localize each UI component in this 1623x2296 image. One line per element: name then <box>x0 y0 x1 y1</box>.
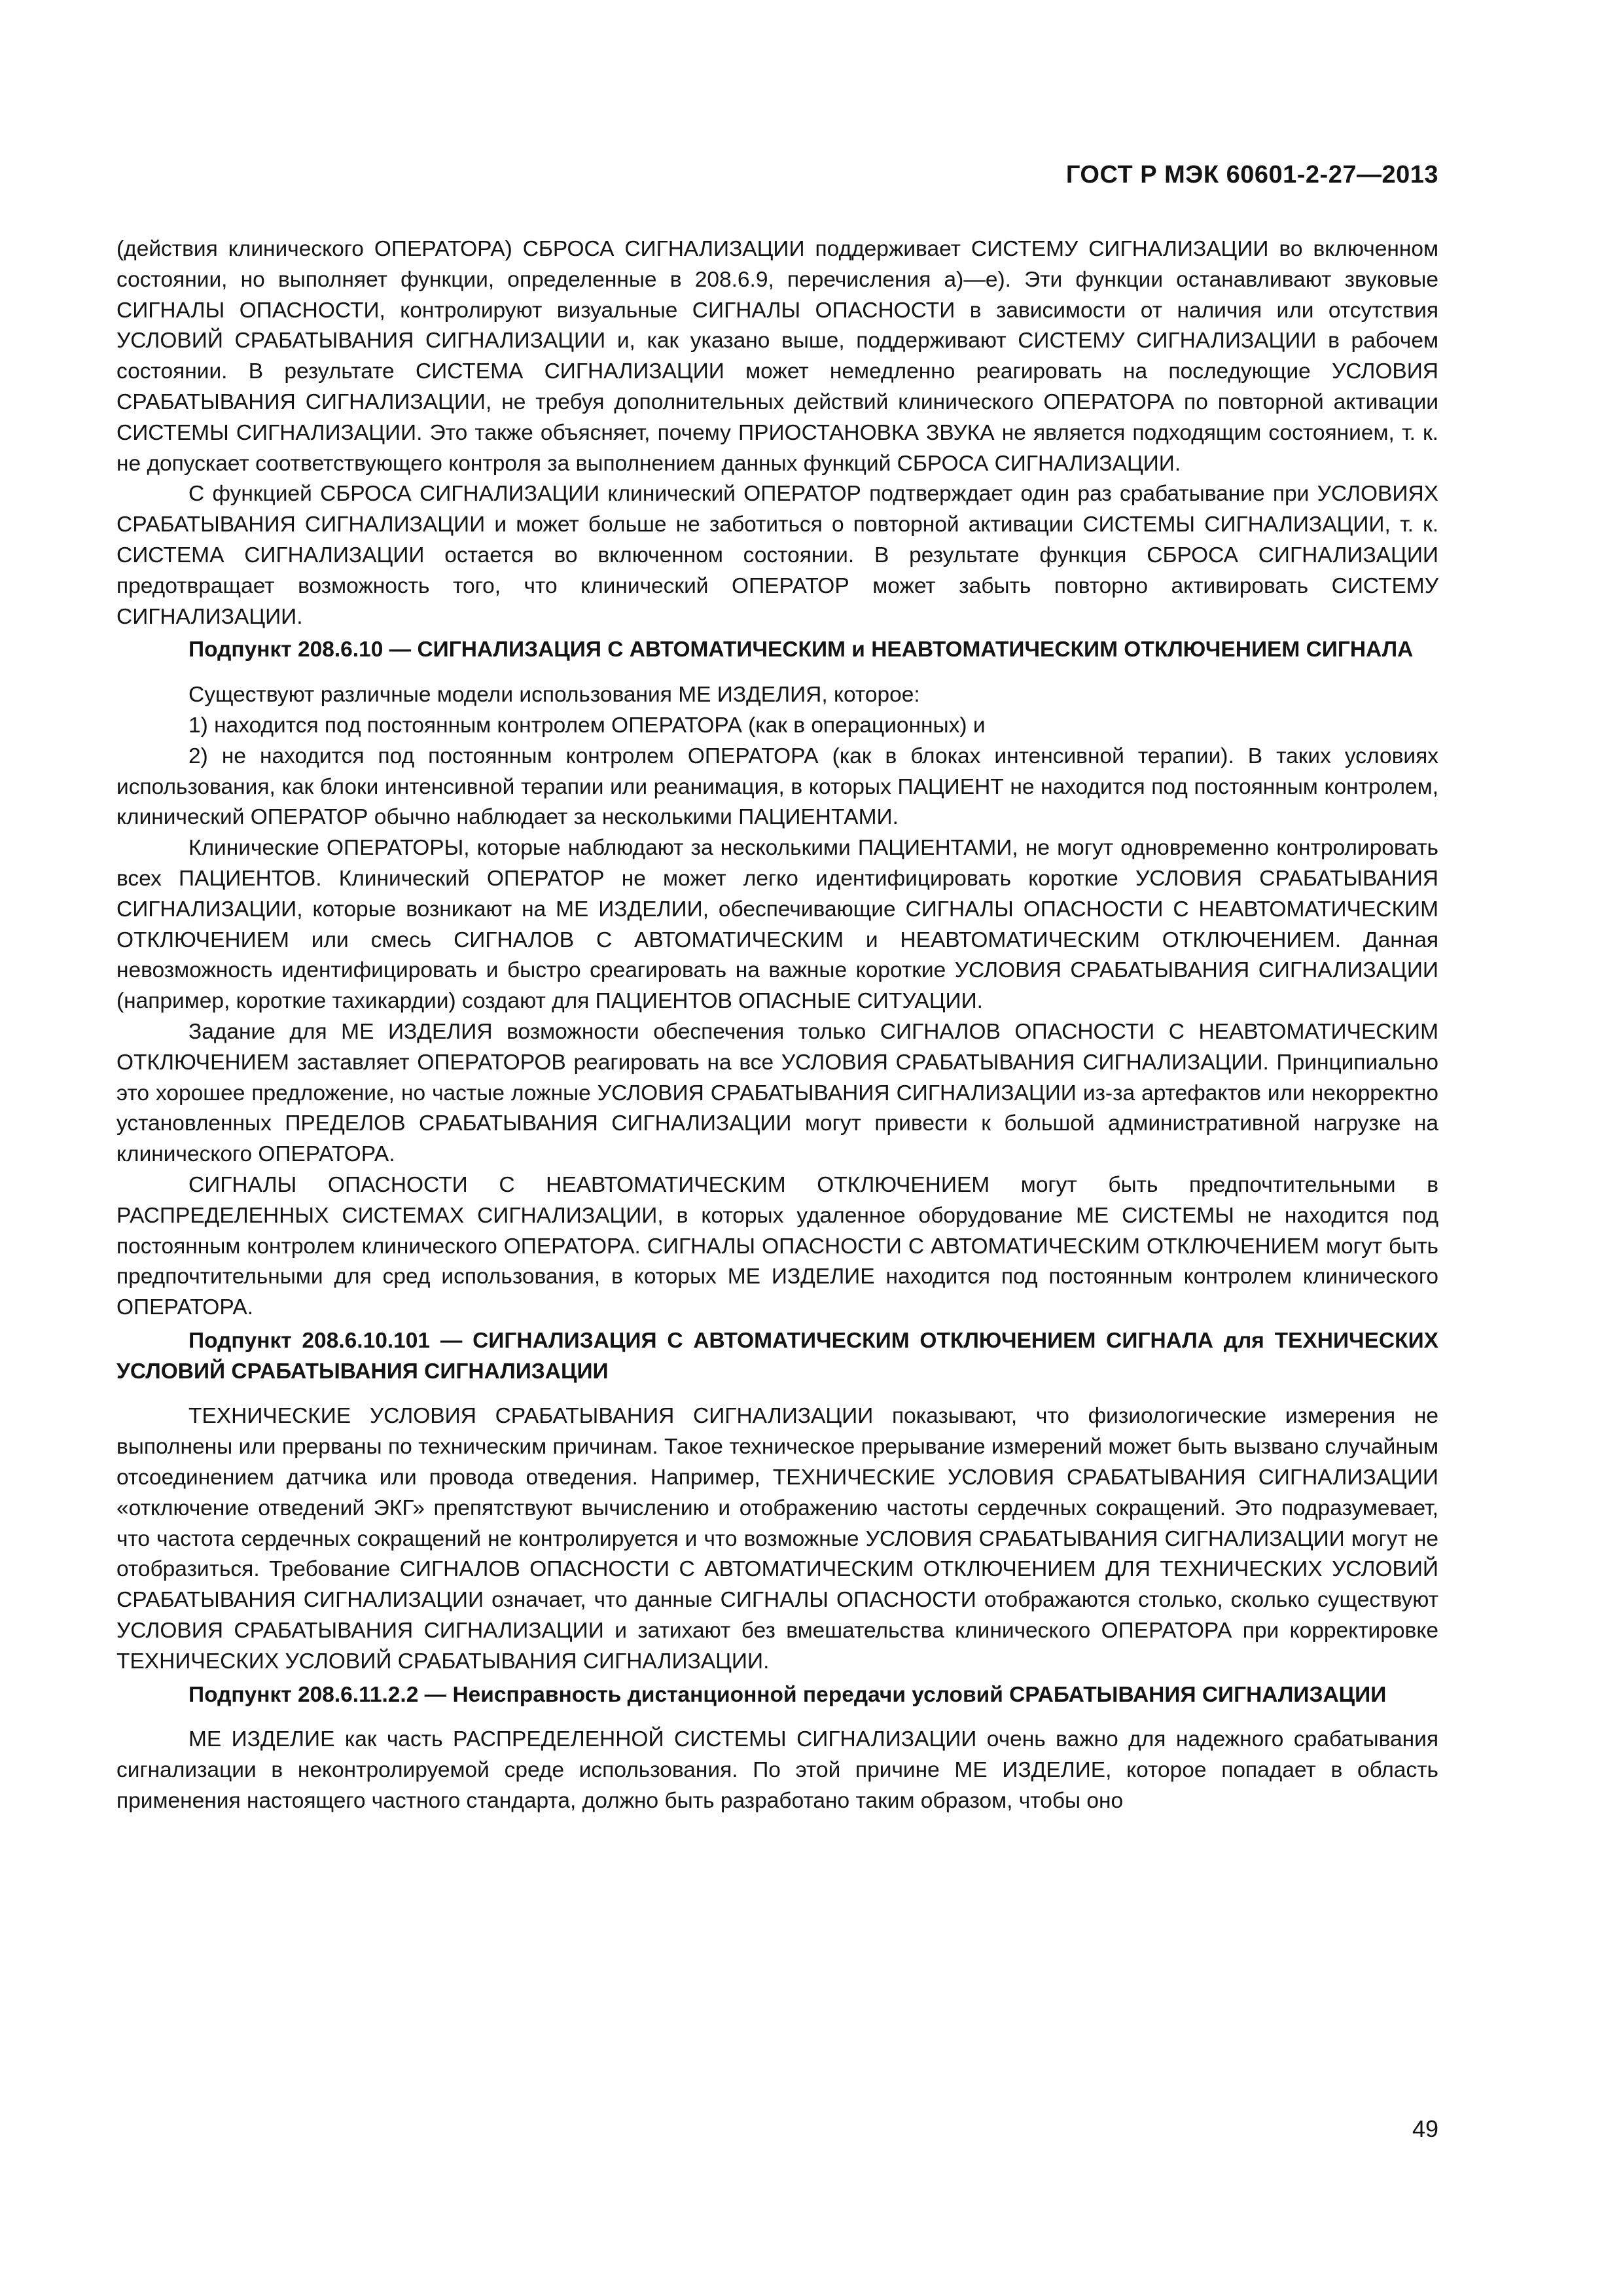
paragraph: Задание для МЕ ИЗДЕЛИЯ возможности обеспечения только СИГНАЛОВ ОПАСНОСТИ С НЕАВТОМАТИЧЕСКИМ ОТКЛЮЧЕНИЕМ заставляет ОПЕРАТОРОВ реагировать на все УСЛОВИЯ СРАБАТЫВАНИЯ СИГНАЛИЗАЦИИ. Принципиально это хорошее предложение, но частые ложные УСЛОВИЯ СРАБАТЫВАНИЯ СИГНАЛИЗАЦИИ из-за артефактов или некорректно установленных ПРЕДЕЛОВ СРАБАТЫВАНИЯ СИГНАЛИЗАЦИИ могут привести к большой административной нагрузке на клинического ОПЕРАТОРА. <box>116 1019 1438 1167</box>
paragraph: СИГНАЛЫ ОПАСНОСТИ С НЕАВТОМАТИЧЕСКИМ ОТКЛЮЧЕНИЕМ могут быть предпочтительными в РАСПРЕДЕЛЕННЫХ СИСТЕМАХ СИГНАЛИЗАЦИИ, в которых удаленное оборудование МЕ СИСТЕМЫ не находится под постоянным контролем клинического ОПЕРАТОРА. СИГНАЛЫ ОПАСНОСТИ С АВТОМАТИЧЕСКИМ ОТКЛЮЧЕНИЕМ могут быть предпочтительными для сред использования, в которых МЕ ИЗДЕЛИЕ находится под постоянным контролем клинического ОПЕРАТОРА. <box>116 1172 1438 1320</box>
section-heading: Подпункт 208.6.11.2.2 — Неисправность дистанционной передачи условий СРАБАТЫВАНИЯ СИГНАЛИЗАЦИИ <box>188 1682 1387 1707</box>
document-header: ГОСТ Р МЭК 60601-2-27—2013 <box>1065 161 1438 188</box>
list-item: 2) не находится под постоянным контролем ОПЕРАТОРА (как в блоках интенсивной терапии). В таких условиях использования, как блоки интенсивной терапии или реанимация, в которых ПАЦИЕНТ не находится под постоянным контролем, клинический ОПЕРАТОР обычно наблюдает за несколькими ПАЦИЕНТАМИ. <box>116 744 1438 830</box>
paragraph: Существуют различные модели использования МЕ ИЗДЕЛИЯ, которое: <box>188 683 920 708</box>
paragraph: (действия клинического ОПЕРАТОРА) СБРОСА СИГНАЛИЗАЦИИ поддерживает СИСТЕМУ СИГНАЛИЗАЦИИ во включенном состоянии, но выполняет функции, определенные в 208.6.9, перечисления а)—е). Эти функции останавливают звуковые СИГНАЛЫ ОПАСНОСТИ, контролируют визуальные СИГНАЛЫ ОПАСНОСТИ в зависимости от наличия или отсутствия УСЛОВИЙ СРАБАТЫВАНИЯ СИГНАЛИЗАЦИИ и, как указано выше, поддерживают СИСТЕМУ СИГНАЛИЗАЦИИ в рабочем состоянии. В результате СИСТЕМА СИГНАЛИЗАЦИИ может немедленно реагировать на последующие УСЛОВИЯ СРАБАТЫВАНИЯ СИГНАЛИЗАЦИИ, не требуя дополнительных действий клинического ОПЕРАТОРА по повторной активации СИСТЕМЫ СИГНАЛИЗАЦИИ. Это также объясняет, почему ПРИОСТАНОВКА ЗВУКА не является подходящим состоянием, т. к. не допускает соответствующего контроля за выполнением данных функций СБРОСА СИГНАЛИЗАЦИИ. <box>116 237 1438 476</box>
page-number: 49 <box>1412 2115 1438 2142</box>
paragraph: МЕ ИЗДЕЛИЕ как часть РАСПРЕДЕЛЕННОЙ СИСТЕМЫ СИГНАЛИЗАЦИИ очень важно для надежного срабатывания сигнализации в неконтролируемой среде использования. По этой причине МЕ ИЗДЕЛИЕ, которое попадает в область применения настоящего частного стандарта, должно быть разработано таким образом, чтобы оно <box>116 1727 1438 1814</box>
list-item: 1) находится под постоянным контролем ОПЕРАТОРА (как в операционных) и <box>188 713 986 738</box>
section-heading: Подпункт 208.6.10.101 — СИГНАЛИЗАЦИЯ С АВТОМАТИЧЕСКИМ ОТКЛЮЧЕНИЕМ СИГНАЛА для ТЕХНИЧЕСКИХ УСЛОВИЙ СРАБАТЫВАНИЯ СИГНАЛИЗАЦИИ <box>116 1328 1438 1384</box>
paragraph: Клинические ОПЕРАТОРЫ, которые наблюдают за несколькими ПАЦИЕНТАМИ, не могут одновременно контролировать всех ПАЦИЕНТОВ. Клинический ОПЕРАТОР не может легко идентифицировать короткие УСЛОВИЯ СРАБАТЫВАНИЯ СИГНАЛИЗАЦИИ, которые возникают на МЕ ИЗДЕЛИИ, обеспечивающие СИГНАЛЫ ОПАСНОСТИ С НЕАВТОМАТИЧЕСКИМ ОТКЛЮЧЕНИЕМ или смесь СИГНАЛОВ С АВТОМАТИЧЕСКИМ и НЕАВТОМАТИЧЕСКИМ ОТКЛЮЧЕНИЕМ. Данная невозможность идентифицировать и быстро среагировать на важные короткие УСЛОВИЯ СРАБАТЫВАНИЯ СИГНАЛИЗАЦИИ (например, короткие тахикардии) создают для ПАЦИЕНТОВ ОПАСНЫЕ СИТУАЦИИ. <box>116 836 1438 1014</box>
document-body <box>116 234 1438 1817</box>
section-heading: Подпункт 208.6.10 — СИГНАЛИЗАЦИЯ С АВТОМАТИЧЕСКИМ и НЕАВТОМАТИЧЕСКИМ ОТКЛЮЧЕНИЕМ СИГНАЛА <box>188 637 1414 662</box>
paragraph: ТЕХНИЧЕСКИЕ УСЛОВИЯ СРАБАТЫВАНИЯ СИГНАЛИЗАЦИИ показывают, что физиологические измерения не выполнены или прерваны по техническим причинам. Такое техническое прерывание измерений может быть вызвано случайным отсоединением датчика или провода отведения. Например, ТЕХНИЧЕСКИЕ УСЛОВИЯ СРАБАТЫВАНИЯ СИГНАЛИЗАЦИИ «отключение отведений ЭКГ» препятствуют вычислению и отображению частоты сердечных сокращений. Это подразумевает, что частота сердечных сокращений не контролируется и что возможные УСЛОВИЯ СРАБАТЫВАНИЯ СИГНАЛИЗАЦИИ могут не отобразиться. Требование СИГНАЛОВ ОПАСНОСТИ С АВТОМАТИЧЕСКИМ ОТКЛЮЧЕНИЕМ ДЛЯ ТЕХНИЧЕСКИХ УСЛОВИЙ СРАБАТЫВАНИЯ СИГНАЛИЗАЦИИ означает, что данные СИГНАЛЫ ОПАСНОСТИ отображаются столько, сколько существуют УСЛОВИЯ СРАБАТЫВАНИЯ СИГНАЛИЗАЦИИ и затихают без вмешательства клинического ОПЕРАТОРА при корректировке ТЕХНИЧЕСКИХ УСЛОВИЙ СРАБАТЫВАНИЯ СИГНАЛИЗАЦИИ. <box>116 1404 1438 1674</box>
paragraph: С функцией СБРОСА СИГНАЛИЗАЦИИ клинический ОПЕРАТОР подтверждает один раз срабатывание при УСЛОВИЯХ СРАБАТЫВАНИЯ СИГНАЛИЗАЦИИ и может больше не заботиться о повторной активации СИСТЕМЫ СИГНАЛИЗАЦИИ, т. к. СИСТЕМА СИГНАЛИЗАЦИИ остается во включенном состоянии. В результате функция СБРОСА СИГНАЛИЗАЦИИ предотвращает возможность того, что клинический ОПЕРАТОР может забыть повторно активировать СИСТЕМУ СИГНАЛИЗАЦИИ. <box>116 482 1438 629</box>
